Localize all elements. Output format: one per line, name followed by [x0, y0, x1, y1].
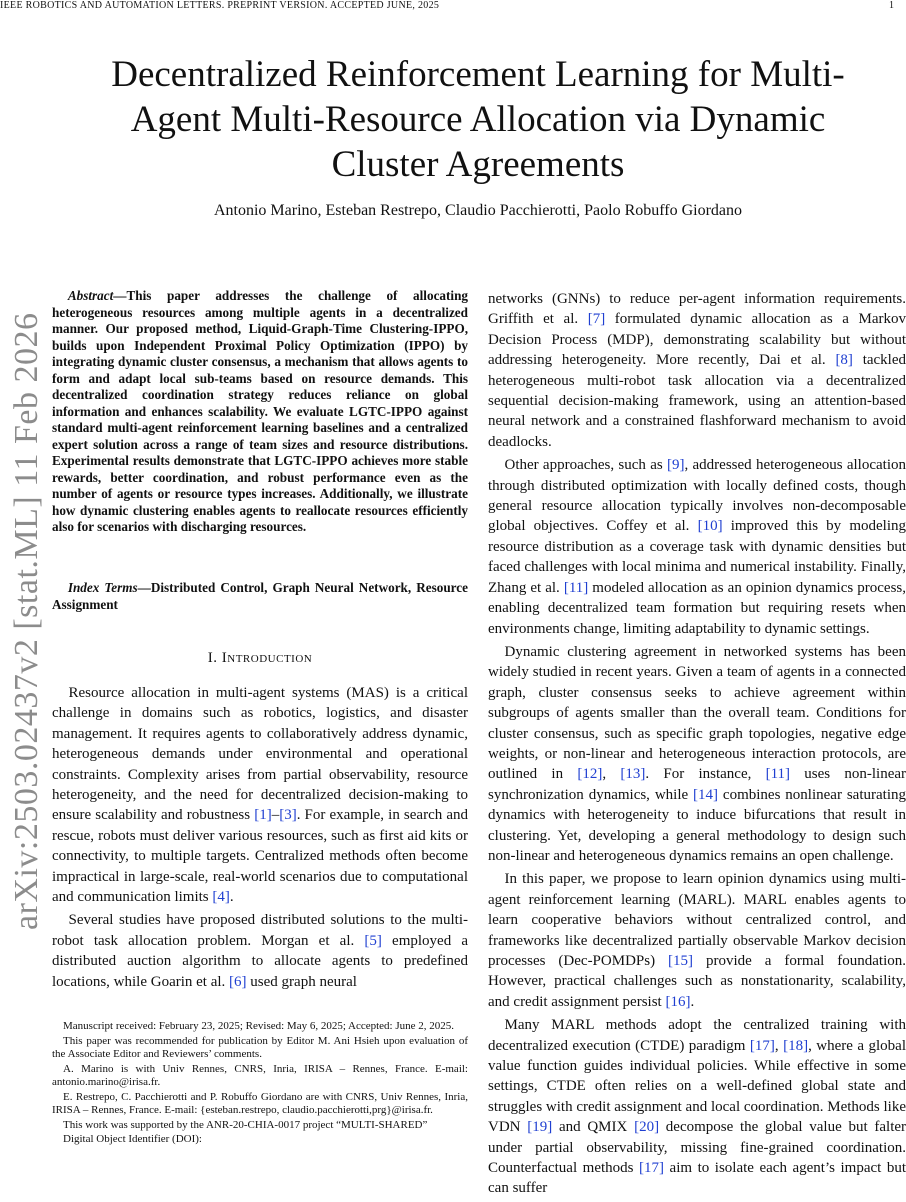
citation-link[interactable]: [10]	[697, 518, 723, 535]
citation-link[interactable]: [6]	[229, 973, 247, 990]
right-column	[488, 289, 906, 1202]
index-terms	[52, 580, 468, 613]
abstract-text: —This paper addresses the challenge of allocating heterogeneous resources among multiple agents in a decentralized manner. Our proposed method, Liquid-Graph-Time Clustering-IPPO, builds upon Independent Proximal Policy Optimization (IPPO) by integrating dynamic cluster consensus, a mechanism that allows agents to form and adapt local sub-teams based on resource demands. This decentralized coordination strategy reduces reliance on global information and enhances scalability. We evaluate LGTC-IPPO against standard multi-agent reinforcement learning baselines and a centralized expert solution across a range of team sizes and resource distributions. Experimental results demonstrate that LGTC-IPPO achieves more stable rewards, better coordination, and robust performance even as the number of agents or resource types increases. Additionally, we illustrate how dynamic clustering enables agents to reallocate resources efficiently also for scenarios with discharging resources.	[52, 288, 468, 534]
paragraph: networks (GNNs) to reduce per-agent information requirements. Griffith et al. [7] formulated dynamic allocation as a Markov Decision Process (MDP), demonstrating scalability but without addressing heterogeneity. More recently, Dai et al. [8] tackled heterogeneous multi-robot task allocation via a decentralized sequential decision-making framework, using an attention-based neural network and a constrained flashforward mechanism to avoid deadlocks.	[488, 291, 906, 450]
running-header: IEEE ROBOTICS AND AUTOMATION LETTERS. PREPRINT VERSION. ACCEPTED JUNE, 2025	[0, 0, 440, 11]
paragraph: Dynamic clustering agreement in networked systems has been widely studied in recent years. Given a team of agents in a connected graph, cluster consensus seeks to achieve agreement within subgroups of agents smaller than the overall team. Conditions for cluster consensus, such as specific graph topologies, negative edge weights, or non-linear and heterogeneous interaction protocols, are outlined in [12], [13]. For instance, [11] uses non-linear synchronization dynamics, while [14] combines nonlinear saturating dynamics with heterogeneity to induce bifurcations that result in clustering. Yet, developing a general methodology to design such non-linear and heterogeneous dynamics remains an open challenge.	[488, 643, 906, 864]
paragraph: Other approaches, such as [9], addressed heterogeneous allocation through distributed optimization with locally defined costs, though general resource allocation typically involves non-decomposable global objectives. Coffey et al. [10] improved this by modeling resource distribution as a coverage task with dynamic densities but faced challenges with local minima and numerical instability. Finally, Zhang et al. [11] modeled allocation as an opinion dynamics process, enabling decentralized team formation but requiring resets when environments change, limiting adaptability to dynamic settings.	[488, 457, 906, 637]
introduction-left-column	[52, 683, 468, 995]
citation-link[interactable]: [14]	[693, 786, 719, 803]
footnote-received: Manuscript received: February 23, 2025; Revised: May 6, 2025; Accepted: June 2, 2025.	[63, 1020, 455, 1032]
paragraph: Many MARL methods adopt the centralized training with decentralized execution (CTDE) paradigm [17], [18], where a global value function guides individual policies. While effective in some settings, CTDE often relies on a well-defined global state and struggles with credit assignment and local coordination. Methods like VDN [19] and QMIX [20] decompose the global value but falter under partial observability, missing fine-grained coordination. Counterfactual methods [17] aim to isolate each agent’s impact but can suffer	[488, 1017, 906, 1197]
citation-link[interactable]: [9]	[666, 457, 685, 474]
author-list: Antonio Marino, Esteban Restrepo, Claudio Pacchierotti, Paolo Robuffo Giordano	[213, 202, 743, 219]
citation-link[interactable]: [16]	[665, 993, 691, 1010]
citation-link[interactable]: [17]	[639, 1160, 665, 1177]
citation-link[interactable]: [11]	[765, 766, 791, 783]
citation-link[interactable]: [15]	[668, 953, 694, 969]
citation-link[interactable]: [13]	[620, 766, 646, 783]
abstract-label: Abstract	[67, 288, 114, 303]
footnote-support: This work was supported by the ANR-20-CHIA-0017 project “MULTI-SHARED”	[63, 1118, 428, 1131]
citation-link[interactable]: [8]	[835, 352, 853, 369]
arxiv-watermark: arXiv:2503.02437v2 [stat.ML] 11 Feb 2026	[8, 312, 45, 930]
citation-link[interactable]: [11]	[563, 579, 589, 596]
citation-link[interactable]: [7]	[587, 311, 606, 328]
citation-link[interactable]: [19]	[527, 1119, 553, 1136]
page-number: 1	[889, 0, 894, 11]
citation-link[interactable]: [18]	[783, 1037, 809, 1054]
citation-link[interactable]: [17]	[749, 1037, 775, 1054]
footnote-affiliation-marino: A. Marino is with Univ Rennes, CNRS, Inria, IRISA – Rennes, France. E-mail: antonio.marino@irisa.fr.	[52, 1062, 468, 1088]
citation-link[interactable]: [12]	[577, 766, 603, 783]
citation-link[interactable]: [5]	[364, 932, 382, 949]
footnote-editor: This paper was recommended for publication by Editor M. Ani Hsieh upon evaluation of the Associate Editor and Reviewers’ comments.	[52, 1034, 468, 1060]
paragraph: Several studies have proposed distributed solutions to the multi-robot task allocation problem. Morgan et al. [5] employed a distributed auction algorithm to allocate agents to predefined locations, while Goarin et al. [6] used graph neural	[52, 912, 469, 990]
footnote-affiliation-others: E. Restrepo, C. Pacchierotti and P. Robuffo Giordano are with CNRS, Univ Rennes, Inria, IRISA – Rennes, France. E-mail: {esteban.restrepo, claudio.pacchierotti,prg}@irisa.fr.	[52, 1090, 468, 1116]
citation-link[interactable]: [4]	[212, 889, 230, 906]
citation-link[interactable]: [1]	[254, 807, 272, 824]
citation-link[interactable]: [20]	[634, 1119, 660, 1136]
section-heading-text: I. Introduction	[207, 650, 313, 666]
paper-title: Decentralized Reinforcement Learning for Multi-Agent Multi-Resource Allocation via Dynamic Cluster Agreements	[111, 54, 845, 185]
paragraph: Resource allocation in multi-agent systems (MAS) is a critical challenge in domains such as robotics, logistics, and disaster management. It requires agents to collaboratively address dynamic, heterogeneous demands under environmental and operational constraints. Complexity arises from partial observability, resource heterogeneity, and the need for decentralized decision-making to ensure scalability and robustness [1]–[3]. For example, in search and rescue, robots must deliver various resources, such as first aid kits or connectivity, to multiple targets. Centralized methods often become impractical in large-scale, real-world scenarios due to computational and communication limits [4].	[52, 685, 468, 906]
index-terms-text: —Distributed Control, Graph Neural Network, Resource Assignment	[52, 580, 469, 612]
citation-link[interactable]: [3]	[279, 807, 297, 824]
footnote-doi: Digital Object Identifier (DOI):	[63, 1133, 202, 1145]
footnotes	[52, 1020, 468, 1148]
paragraph: In this paper, we propose to learn opinion dynamics using multi-agent reinforcement learning (MARL). MARL enables agents to learn cooperative behaviors without centralized control, and frameworks like decentralized partially observable Markov decision processes (Dec-POMDPs) [15] provide a formal foundation. However, practical challenges such as nonstationarity, scalability, and credit assignment persist [16].	[488, 871, 906, 1010]
abstract	[52, 288, 468, 536]
index-terms-label: Index Terms	[67, 580, 138, 595]
section-heading-introduction	[52, 650, 468, 667]
